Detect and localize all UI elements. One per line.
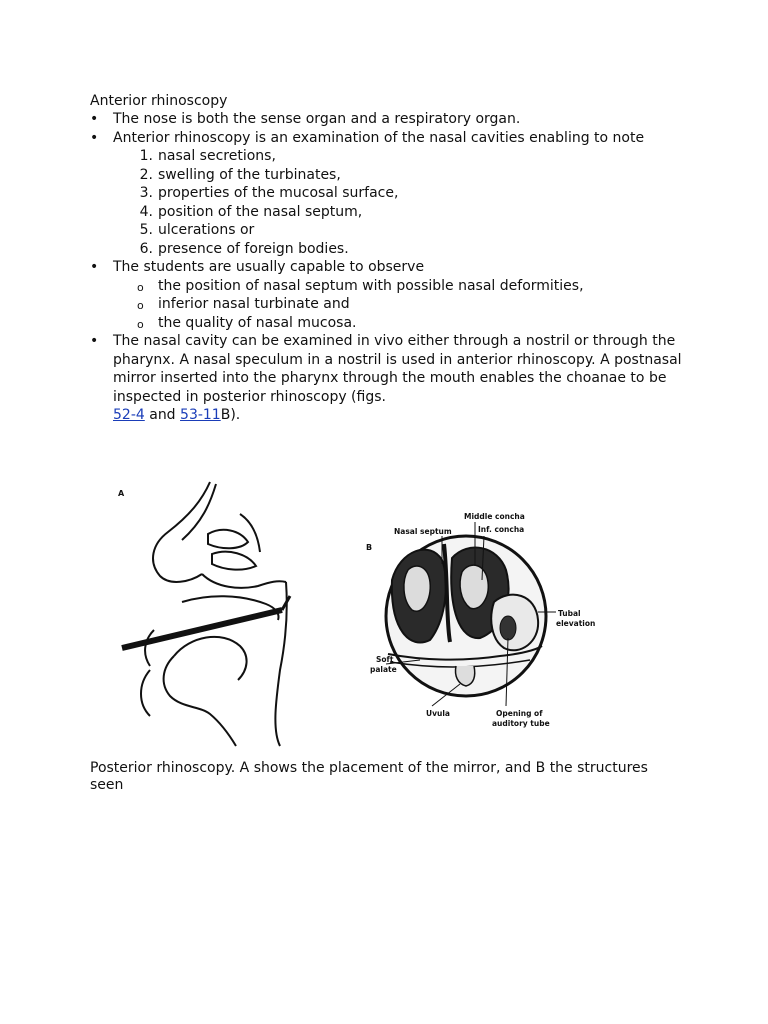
list-item — [113, 314, 690, 333]
label-opening-2: auditory tube — [492, 719, 550, 728]
panel-b-label: B — [366, 543, 373, 552]
figure-link-52-4[interactable]: 52-4 — [113, 407, 145, 423]
list-item — [113, 203, 690, 222]
list-item-text: ulcerations or — [158, 222, 255, 238]
list-number: 5. — [139, 222, 153, 238]
bullet-item — [90, 129, 690, 259]
list-item-text: the quality of nasal mucosa. — [158, 314, 357, 331]
list-item — [113, 240, 690, 259]
bullet-item — [90, 258, 690, 332]
label-opening-1: Opening of — [496, 709, 543, 718]
list-number: 6. — [139, 240, 153, 257]
panel-a-label: A — [118, 489, 125, 498]
bullet-text: The nasal cavity can be examined in vivo either through a nostril or through the pharynx. A nasal speculum in a nostril is used in anterior rhinoscopy. A postnasal mirror inserted into the pharynx through the mouth enables the choanae to be inspected in posterior rhinoscopy (figs. — [113, 333, 682, 405]
list-item — [113, 147, 690, 166]
bullet-item — [90, 110, 690, 129]
bullet-item — [90, 332, 690, 425]
section-heading: Anterior rhinoscopy — [90, 93, 228, 109]
list-item — [113, 221, 690, 240]
bullet-text: The nose is both the sense organ and a respiratory organ. — [113, 111, 521, 127]
bullet-marker: • — [90, 111, 99, 127]
panel-b-illustration — [366, 512, 595, 728]
list-number: 1. — [139, 148, 153, 164]
list-item-text: the position of nasal septum with possible nasal deformities, — [158, 277, 584, 294]
label-middle-concha: Middle concha — [464, 512, 525, 521]
figure-caption: Posterior rhinoscopy. A shows the placement of the mirror, and B the structures seen — [90, 760, 648, 793]
list-number: 3. — [139, 185, 153, 201]
label-tubal-elevation-2: elevation — [556, 619, 596, 628]
bullet-text-end: B). — [220, 407, 241, 423]
label-soft-palate-2: palate — [370, 665, 397, 674]
list-item — [113, 184, 690, 203]
bullet-marker: • — [90, 129, 99, 146]
panel-a-illustration — [118, 482, 290, 746]
label-soft-palate-1: Soft — [376, 655, 394, 664]
list-item-text: inferior nasal turbinate and — [158, 296, 350, 312]
label-inf-concha: Inf. concha — [478, 525, 525, 534]
label-tubal-elevation-1: Tubal — [558, 609, 581, 618]
list-number: 4. — [139, 203, 153, 220]
observe-list — [113, 277, 690, 333]
rhinoscopy-figure — [90, 470, 600, 750]
list-item — [113, 277, 690, 296]
figure-link-53-11[interactable]: 53-11 — [180, 407, 221, 423]
list-number: 2. — [139, 166, 153, 183]
bullet-list — [90, 110, 690, 425]
sub-bullet-marker: o — [137, 317, 144, 331]
list-item-text: properties of the mucosal surface, — [158, 185, 399, 201]
bullet-text: The students are usually capable to observe — [113, 259, 425, 275]
list-item-text: position of the nasal septum, — [158, 203, 363, 220]
numbered-list — [113, 147, 690, 258]
list-item — [113, 166, 690, 185]
bullet-marker: • — [90, 333, 99, 349]
bullet-marker: • — [90, 259, 99, 275]
sub-bullet-marker: o — [137, 280, 144, 294]
label-nasal-septum: Nasal septum — [394, 527, 452, 536]
sub-bullet-marker: o — [137, 299, 144, 312]
label-uvula: Uvula — [426, 709, 450, 718]
bullet-text-and: and — [149, 407, 176, 423]
bullet-text: Anterior rhinoscopy is an examination of the nasal cavities enabling to note — [113, 129, 645, 146]
list-item-text: swelling of the turbinates, — [158, 166, 341, 183]
list-item-text: nasal secretions, — [158, 148, 276, 164]
list-item — [113, 295, 690, 314]
list-item-text: presence of foreign bodies. — [158, 240, 349, 257]
